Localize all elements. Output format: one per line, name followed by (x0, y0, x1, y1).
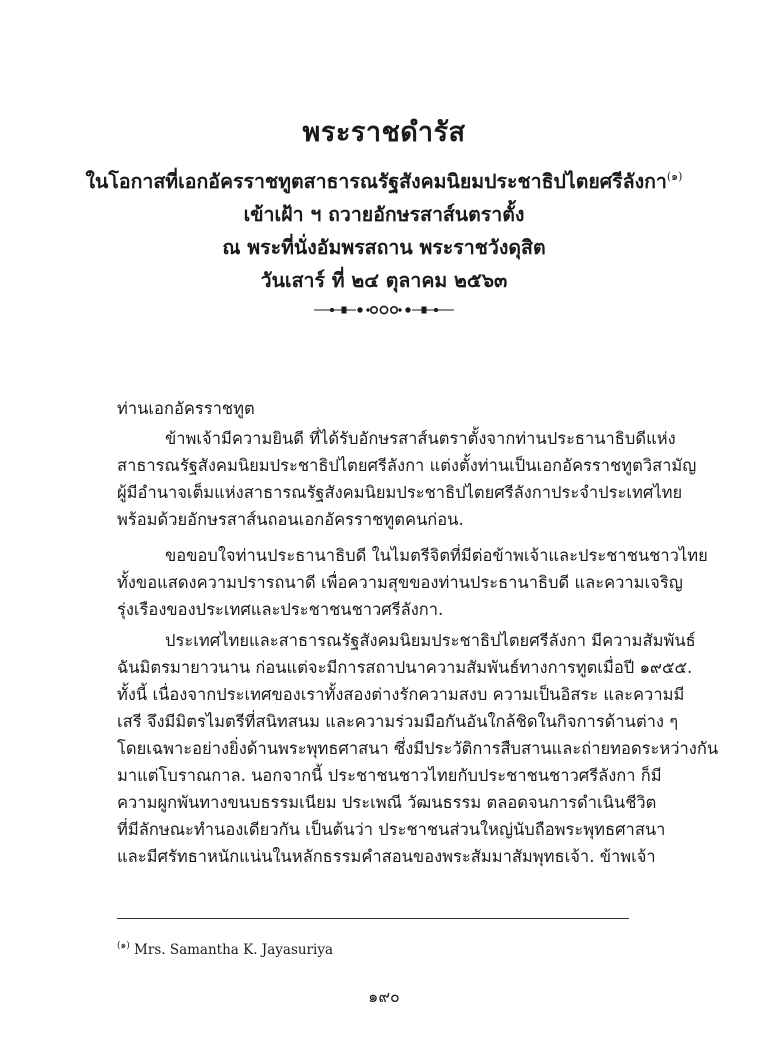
paragraph-line: ผู้มีอำนาจเต็มแห่งสาธารณรัฐสังคมนิยมประชาธิปไตยศรีลังกาประจำประเทศไทย (117, 483, 683, 502)
decorative-divider-icon (312, 302, 456, 318)
page-number: ๑๙๐ (368, 987, 400, 1006)
subtitle-line-1: ในโอกาสที่เอกอัครราชทูตสาธารณรัฐสังคมนิยมประชาธิปไตยศรีลังกา$^{(๑)}$ (85, 170, 683, 193)
footnote-marker: (๑) (666, 170, 683, 183)
footnote (117, 938, 333, 958)
paragraph-line: มาแต่โบราณกาล. นอกจากนี้ ประชาชนชาวไทยกับประชาชนชาวศรีลังกา ก็มี (117, 766, 662, 785)
paragraph-line: ฉันมิตรมายาวนาน ก่อนแต่จะมีการสถาปนาความสัมพันธ์ทางการทูตเมื่อปี ๑๙๕๕. (117, 658, 693, 677)
paragraph-line: สาธารณรัฐสังคมนิยมประชาธิปไตยศรีลังกา แต่งตั้งท่านเป็นเอกอัครราชทูตวิสามัญ (117, 456, 697, 475)
subtitle-line-2: เข้าเฝ้า ฯ ถวายอักษรสาส์นตราตั้ง (243, 203, 525, 226)
footnote-text: Mrs. Samantha K. Jayasuriya (134, 942, 334, 958)
paragraph-line: พร้อมด้วยอักษรสาส์นถอนเอกอัครราชทูตคนก่อน. (117, 510, 464, 529)
page-title: พระราชดำรัส (302, 117, 466, 148)
paragraph-line: ทั้งนี้ เนื่องจากประเทศของเราทั้งสองต่างรักความสงบ ความเป็นอิสระ และความมี (117, 685, 685, 704)
paragraph-line: โดยเฉพาะอย่างยิ่งด้านพระพุทธศาสนา ซึ่งมีประวัติการสืบสานและถ่ายทอดระหว่างกัน (117, 739, 719, 758)
paragraph-line: เสรี จึงมีมิตรไมตรีที่สนิทสนม และความร่วมมือกันอันใกล้ชิดในกิจการด้านต่าง ๆ (117, 712, 679, 731)
paragraph-line: และมีศรัทธาหนักแน่นในหลักธรรมคำสอนของพระสัมมาสัมพุทธเจ้า. ข้าพเจ้า (117, 847, 656, 866)
paragraph-line: ที่มีลักษณะทำนองเดียวกัน เป็นต้นว่า ประชาชนส่วนใหญ่นับถือพระพุทธศาสนา (117, 820, 666, 839)
paragraph-line: ขอขอบใจท่านประธานาธิบดี ในไมตรีจิตที่มีต่อข้าพเจ้าและประชาชนชาวไทย (165, 546, 708, 565)
salutation: ท่านเอกอัครราชทูต (117, 399, 255, 418)
paragraph-2 (117, 542, 708, 623)
paragraph-3 (117, 627, 719, 870)
paragraph-line: ทั้งขอแสดงความปรารถนาดี เพื่อความสุขของท่านประธานาธิบดี และความเจริญ (117, 573, 683, 592)
paragraph-line: รุ่งเรืองของประเทศและประชาชนชาวศรีลังกา. (117, 600, 444, 619)
paragraph-line: ข้าพเจ้ามีความยินดี ที่ได้รับอักษรสาส์นตราตั้งจากท่านประธานาธิบดีแห่ง (165, 429, 676, 448)
subtitle-line-3: ณ พระที่นั่งอัมพรสถาน พระราชวังดุสิต (222, 236, 546, 259)
subtitle-block (60, 160, 708, 297)
paragraph-line: ประเทศไทยและสาธารณรัฐสังคมนิยมประชาธิปไตยศรีลังกา มีความสัมพันธ์ (165, 631, 696, 650)
subtitle-line-4: วันเสาร์ ที่ ๒๔ ตุลาคม ๒๕๖๓ (260, 269, 508, 292)
footnote-marker-small: (๑) (117, 941, 130, 951)
paragraph-1 (117, 425, 697, 533)
paragraph-line: ความผูกพันทางขนบธรรมเนียม ประเพณี วัฒนธรรม ตลอดจนการดำเนินชีวิต (117, 793, 657, 812)
footnote-divider (117, 918, 629, 919)
